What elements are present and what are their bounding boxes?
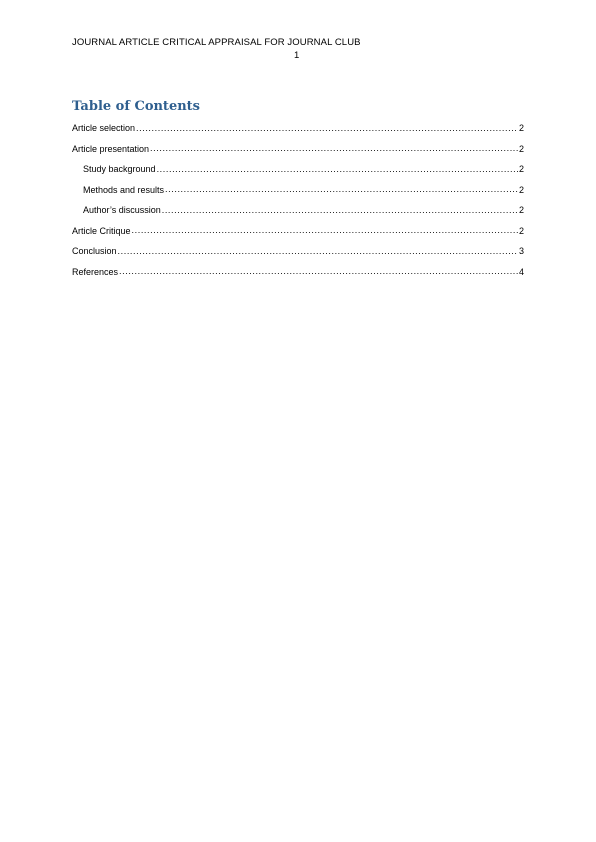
toc-entry-page: 2	[518, 143, 524, 154]
toc-entry-label: Conclusion	[72, 246, 117, 257]
toc-entry-page: 4	[518, 266, 524, 277]
toc-entry-label: Methods and results	[83, 184, 165, 195]
toc-entry-references[interactable]	[72, 262, 524, 283]
toc-dot-leader	[119, 266, 518, 277]
toc-entry-methods-and-results[interactable]	[72, 180, 524, 201]
toc-entry-label: References	[72, 266, 119, 277]
toc-dot-leader	[118, 246, 518, 257]
toc-entry-article-presentation[interactable]	[72, 139, 524, 160]
toc-entry-label: Study background	[83, 164, 156, 175]
toc-dot-leader	[165, 184, 518, 195]
toc-entry-study-background[interactable]	[72, 159, 524, 180]
toc-entry-page: 2	[518, 205, 524, 216]
toc-entry-page: 2	[518, 123, 524, 134]
toc-entry-conclusion[interactable]	[72, 241, 524, 262]
toc-dot-leader	[157, 164, 518, 175]
table-of-contents	[72, 118, 524, 282]
toc-entry-page: 3	[518, 246, 524, 257]
toc-entry-label: Article selection	[72, 123, 136, 134]
toc-dot-leader	[136, 123, 518, 134]
running-header: JOURNAL ARTICLE CRITICAL APPRAISAL FOR JOURNAL CLUB	[72, 37, 361, 48]
toc-entry-page: 2	[518, 164, 524, 175]
toc-entry-label: Author’s discussion	[83, 205, 161, 216]
toc-dot-leader	[132, 225, 518, 236]
toc-entry-label: Article Critique	[72, 225, 131, 236]
toc-entry-page: 2	[518, 184, 524, 195]
toc-entry-article-critique[interactable]	[72, 221, 524, 242]
toc-dot-leader	[162, 205, 518, 216]
toc-dot-leader	[150, 143, 518, 154]
toc-entry-label: Article presentation	[72, 143, 150, 154]
page-number: 1	[294, 50, 300, 61]
toc-entry-article-selection[interactable]	[72, 118, 524, 139]
toc-entry-authors-discussion[interactable]	[72, 200, 524, 221]
toc-entry-page: 2	[518, 225, 524, 236]
toc-heading: Table of Contents	[72, 99, 200, 114]
